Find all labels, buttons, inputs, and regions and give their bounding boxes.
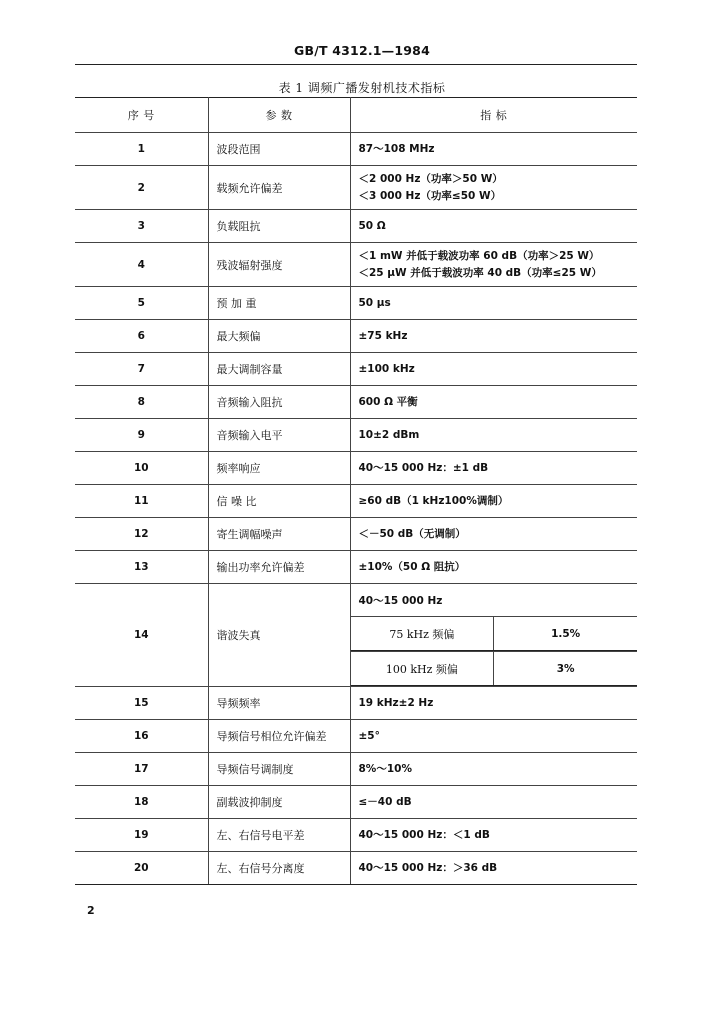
spec-line: ±75 kHz (358, 329, 408, 342)
row-spec (350, 287, 637, 320)
row-spec (350, 353, 637, 386)
table-row (75, 518, 637, 551)
spec-line: ＜3 000 Hz（功率≤50 W） (358, 189, 502, 202)
table-row (75, 485, 637, 518)
row-number: 13 (75, 551, 208, 584)
row-number: 1 (75, 133, 208, 166)
row-parameter: 信 噪 比 (208, 485, 350, 518)
row-spec (350, 551, 637, 584)
table-row (75, 753, 637, 786)
row-spec (350, 452, 637, 485)
table-title: 表 1 调频广播发射机技术指标 (278, 81, 446, 95)
row-parameter: 副载波抑制度 (208, 786, 350, 819)
row-spec (350, 819, 637, 852)
row-spec: 40～15 000 Hz (350, 584, 637, 617)
table-row (75, 687, 637, 720)
row-spec (350, 786, 637, 819)
row-spec (350, 687, 637, 720)
table-row (75, 452, 637, 485)
row-number: 12 (75, 518, 208, 551)
table-body (75, 133, 637, 885)
spec-line: ±10%（50 Ω 阻抗） (358, 560, 466, 573)
row-number: 10 (75, 452, 208, 485)
row-number: 4 (75, 243, 208, 287)
row-number: 7 (75, 353, 208, 386)
spec-line: ±100 kHz (358, 362, 415, 375)
row-parameter: 最大调制容量 (208, 353, 350, 386)
table-row (75, 133, 637, 166)
subrow-cell (350, 652, 637, 687)
table-row (75, 166, 637, 210)
row-spec (350, 210, 637, 243)
deviation-label: 75 kHz 频偏 (351, 617, 494, 651)
row-parameter: 音频输入电平 (208, 419, 350, 452)
spec-line: ＜2 000 Hz（功率＞50 W） (358, 172, 503, 185)
row-number: 2 (75, 166, 208, 210)
spec-line: ≤－40 dB (358, 795, 412, 808)
row-parameter: 谐波失真 (208, 584, 350, 687)
header-spec: 指 标 (350, 98, 637, 133)
spec-line: ±5° (358, 729, 380, 742)
spec-line: ＜25 μW 并低于载波功率 40 dB（功率≤25 W） (358, 266, 602, 279)
table-row (75, 243, 637, 287)
table-row (75, 551, 637, 584)
spec-line: 40～15 000 Hz：＞36 dB (358, 861, 498, 874)
row-parameter: 导频信号调制度 (208, 753, 350, 786)
header-rule (75, 64, 637, 65)
row-parameter: 左、右信号分离度 (208, 852, 350, 885)
row-number: 14 (75, 584, 208, 687)
table-row (75, 210, 637, 243)
spec-line: ＜1 mW 并低于载波功率 60 dB（功率＞25 W） (358, 249, 600, 262)
table-row (75, 819, 637, 852)
row-parameter: 频率响应 (208, 452, 350, 485)
row-spec (350, 133, 637, 166)
table-header-row (75, 98, 637, 133)
row-spec (350, 320, 637, 353)
row-parameter: 预 加 重 (208, 287, 350, 320)
row-number: 16 (75, 720, 208, 753)
header-param: 参 数 (208, 98, 350, 133)
row-spec (350, 720, 637, 753)
spec-line: 40～15 000 Hz：＜1 dB (358, 828, 490, 841)
row-spec (350, 386, 637, 419)
spec-line: 19 kHz±2 Hz (358, 696, 434, 709)
row-spec (350, 518, 637, 551)
row-spec (350, 166, 637, 210)
distortion-value: 1.5% (494, 617, 637, 651)
subrow-cell (350, 617, 637, 652)
row-parameter: 残波辐射强度 (208, 243, 350, 287)
row-number: 5 (75, 287, 208, 320)
table-row (75, 320, 637, 353)
row-number: 20 (75, 852, 208, 885)
row-parameter: 寄生调幅噪声 (208, 518, 350, 551)
table-row (75, 287, 637, 320)
row-parameter: 最大频偏 (208, 320, 350, 353)
spec-line: 87～108 MHz (358, 142, 435, 155)
row-parameter: 音频输入阻抗 (208, 386, 350, 419)
row-parameter: 负载阻抗 (208, 210, 350, 243)
row-number: 6 (75, 320, 208, 353)
spec-line: 600 Ω 平衡 (358, 395, 418, 408)
table-row (75, 386, 637, 419)
spec-line: 40～15 000 Hz：±1 dB (358, 461, 489, 474)
row-spec (350, 753, 637, 786)
row-number: 3 (75, 210, 208, 243)
row-number: 19 (75, 819, 208, 852)
row-number: 17 (75, 753, 208, 786)
row-number: 9 (75, 419, 208, 452)
row-number: 8 (75, 386, 208, 419)
row-spec (350, 852, 637, 885)
row-number: 15 (75, 687, 208, 720)
deviation-label: 100 kHz 频偏 (351, 652, 494, 686)
row-spec (350, 419, 637, 452)
sub-table (351, 652, 638, 686)
table-row (75, 353, 637, 386)
row-parameter: 导频频率 (208, 687, 350, 720)
table-row (75, 419, 637, 452)
spec-table (75, 97, 637, 885)
spec-line: 50 μs (358, 296, 391, 309)
row-spec (350, 485, 637, 518)
row-number: 18 (75, 786, 208, 819)
row-number: 11 (75, 485, 208, 518)
table-row (75, 852, 637, 885)
spec-line: ＜－50 dB（无调制） (358, 527, 466, 540)
row-parameter: 输出功率允许偏差 (208, 551, 350, 584)
table-row (75, 720, 637, 753)
spec-line: 10±2 dBm (358, 428, 420, 441)
spec-line: 8%～10% (358, 762, 412, 775)
standard-code-header: GB/T 4312.1—1984 (294, 43, 430, 58)
row-parameter: 波段范围 (208, 133, 350, 166)
sub-table (351, 617, 638, 651)
table-row (75, 786, 637, 819)
row-parameter: 左、右信号电平差 (208, 819, 350, 852)
spec-line: ≥60 dB（1 kHz100%调制） (358, 494, 509, 507)
spec-line: 50 Ω (358, 219, 386, 232)
row-spec (350, 243, 637, 287)
page-number: 2 (87, 904, 95, 917)
distortion-value: 3% (494, 652, 637, 686)
table-row (75, 584, 637, 617)
row-parameter: 载频允许偏差 (208, 166, 350, 210)
header-no: 序 号 (75, 98, 208, 133)
row-parameter: 导频信号相位允许偏差 (208, 720, 350, 753)
